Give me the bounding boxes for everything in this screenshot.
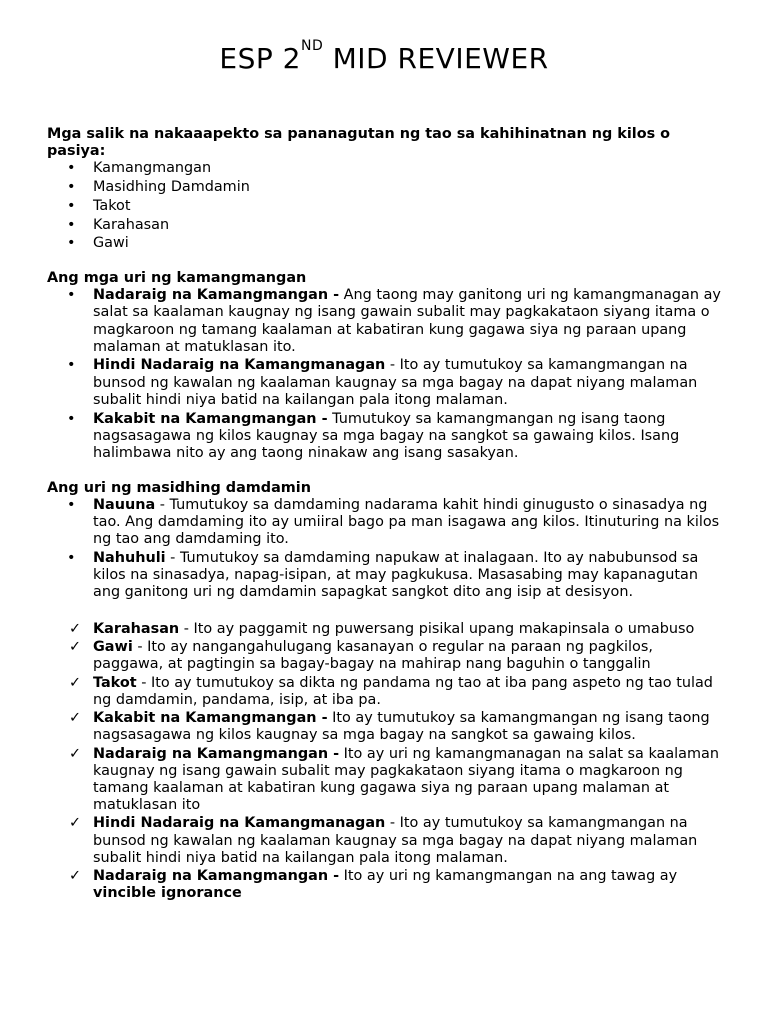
checkmark-icon: ✓ [69, 710, 82, 727]
term: Nahuhuli [93, 549, 166, 566]
definition: Tumutukoy sa kamangmangan ng isang taong nagsasagawa ng kilos kaugnay sa mga bagay na sangkot sa gawaing kilos. Isang halimbawa nito ay ang taong ninakaw ang isang sasakyan. [93, 410, 680, 461]
checklist [47, 621, 727, 902]
list-item-text: Gawi [93, 235, 129, 252]
bullet-icon: • [67, 197, 76, 214]
term: Hindi Nadaraig na Kamangmanagan [93, 815, 386, 832]
list-item [47, 160, 727, 177]
term-emphasis: vincible ignorance [93, 885, 242, 902]
checklist-item [47, 675, 727, 709]
section1-list [47, 160, 727, 252]
bullet-icon: • [67, 410, 76, 427]
checklist-item [47, 639, 727, 673]
definition: - Ito ay tumutukoy sa dikta ng pandama ng tao at iba pang aspeto ng tao tulad ng damdamin, pandama, isip, at iba pa. [93, 674, 713, 708]
page-title [0, 38, 768, 75]
term: Nadaraig na Kamangmangan - [93, 867, 340, 884]
term: Karahasan [93, 621, 180, 638]
checkmark-icon: ✓ [69, 621, 82, 638]
title-rest: MID REVIEWER [323, 42, 549, 75]
definition: - Tumutukoy sa damdaming napukaw at inalagaan. Ito ay nabubunsod sa kilos na sinasadya, napag-isipan, at may pagkukusa. Masasabing may kapanagutan ang ganitong uri ng damdamin sapagkat sangkot dito ang isip at desisyon. [93, 549, 699, 601]
definition: Ito ay tumutukoy sa kamangmangan ng isang taong nagsasagawa ng kilos kaugnay sa mga bagay na sangkot sa gawaing kilos. [93, 710, 710, 744]
definition: - Ito ay tumutukoy sa kamangmangan na bunsod ng kawalan ng kaalaman kaugnay sa mga bagay na dapat niyang malaman subalit hindi niya batid na kailangan pala itong malaman. [93, 815, 698, 866]
bullet-icon: • [67, 357, 76, 374]
list-item-text: Karahasan [93, 216, 170, 233]
checklist-item [47, 868, 727, 902]
term: Kakabit na Kamangmangan - [93, 410, 328, 427]
definition: Ito ay uri ng kamangmanagan na salat sa kaalaman kaugnay ng isang gawain subalit may pagkakataon siyang itama o magkaroon ng tamang kaalaman at kabatiran kung gagawa siya ng paraan upang malaman at matuklasan ito [93, 745, 719, 814]
list-item [47, 198, 727, 215]
definition: - Ito ay paggamit ng puwersang pisikal upang makapinsala o umabuso [179, 621, 695, 638]
list-item [47, 497, 727, 549]
checklist-item [47, 710, 727, 744]
bullet-icon: • [67, 179, 76, 196]
list-item-text: Kamangmangan [93, 160, 212, 177]
document-body [47, 126, 727, 903]
checkmark-icon: ✓ [69, 674, 82, 691]
checklist-item [47, 621, 727, 638]
term: Nadaraig na Kamangmangan - [93, 745, 340, 762]
title-superscript: ND [300, 38, 324, 54]
checklist-item [47, 746, 727, 815]
term: Gawi [93, 639, 133, 656]
list-item [47, 357, 727, 409]
definition: Ang taong may ganitong uri ng kamangmanagan ay salat sa kaalaman kaugnay ng isang gawain subalit may pagkakataon siyang itama o magkaroon ng tamang kaalaman at kabatiran kung gagawa siya ng paraan upang malaman at matuklasan ito. [93, 287, 721, 355]
title-main: ESP 2 [219, 42, 301, 75]
term: Takot [93, 674, 137, 691]
section2-heading: Ang mga uri ng kamangmangan [47, 269, 307, 286]
term: Hindi Nadaraig na Kamangmanagan [93, 357, 386, 374]
list-item [47, 235, 727, 252]
bullet-icon: • [67, 496, 76, 513]
section2-list [47, 287, 727, 462]
list-item [47, 179, 727, 196]
list-item-text: Takot [93, 197, 131, 214]
bullet-icon: • [67, 287, 76, 304]
list-item [47, 550, 727, 602]
checklist-item [47, 815, 727, 867]
list-item [47, 287, 727, 356]
term: Nadaraig na Kamangmangan - [93, 287, 340, 304]
section3-heading: Ang uri ng masidhing damdamin [47, 479, 311, 496]
definition: - Ito ay nangangahulugang kasanayan o regular na paraan ng pagkilos, paggawa, at pagtingin sa bagay-bagay na mahirap nang baguhin o tanggalin [93, 639, 653, 673]
definition: - Ito ay tumutukoy sa kamangmangan na bunsod ng kawalan ng kaalaman kaugnay sa mga bagay na dapat niyang malaman subalit hindi niya batid na kailangan pala itong malaman. [93, 357, 698, 408]
bullet-icon: • [67, 160, 76, 177]
term: Nauuna [93, 496, 156, 513]
section1-heading: Mga salik na nakaaapekto sa pananagutan ng tao sa kahihinatnan ng kilos o pasiya: [47, 126, 671, 160]
checkmark-icon: ✓ [69, 867, 82, 884]
checkmark-icon: ✓ [69, 815, 82, 832]
bullet-icon: • [67, 235, 76, 252]
term: Kakabit na Kamangmangan - [93, 710, 328, 727]
bullet-icon: • [67, 216, 76, 233]
checkmark-icon: ✓ [69, 639, 82, 656]
bullet-icon: • [67, 549, 76, 566]
list-item [47, 217, 727, 234]
checkmark-icon: ✓ [69, 745, 82, 762]
definition: Ito ay uri ng kamangmangan na ang tawag ay [339, 867, 678, 884]
list-item-text: Masidhing Damdamin [93, 179, 250, 196]
list-item [47, 411, 727, 463]
definition: - Tumutukoy sa damdaming nadarama kahit hindi ginugusto o sinasadya ng tao. Ang damdaming ito ay umiiral bago pa man isagawa ang kilos. Itinuturing na kilos ng tao ang damdaming ito. [93, 496, 720, 548]
section3-list [47, 497, 727, 602]
